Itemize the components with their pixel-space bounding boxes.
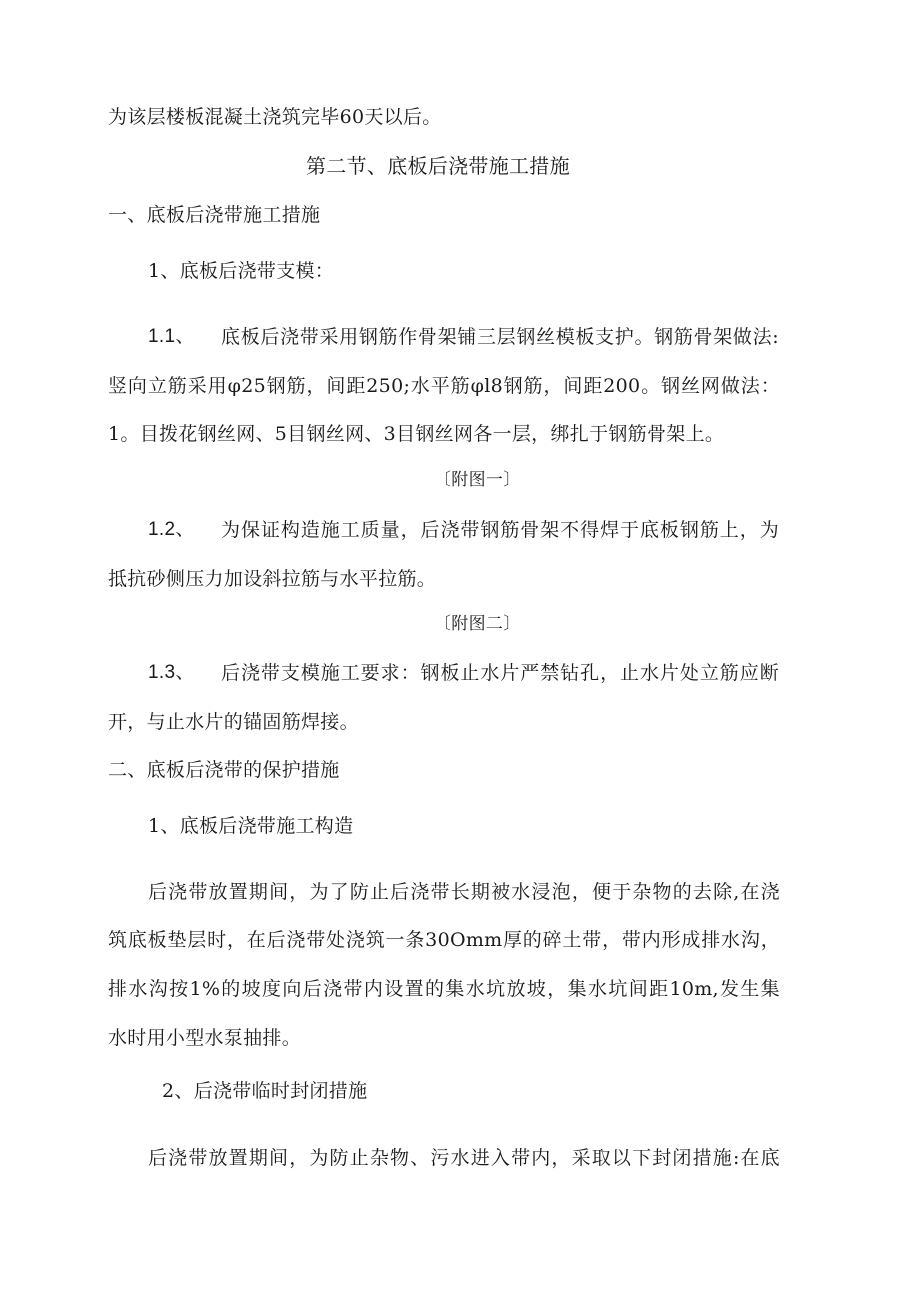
paragraph-line: 底板后浇带采用钢筋作骨架铺三层钢丝模板支护。钢筋骨架做法:	[221, 326, 779, 348]
paragraph-line: 排水沟按1%的坡度向后浇带内设置的集水坑放坡，集水坑间距10m,发生集	[108, 978, 780, 1000]
figure-reference: 〔附图一〕	[434, 470, 521, 490]
paragraph-line: 为保证构造施工质量，后浇带钢筋骨架不得焊于底板钢筋上，为	[221, 519, 779, 541]
paragraph-line: 后浇带支模施工要求：钢板止水片严禁钻孔，止水片处立筋应断	[221, 662, 779, 684]
clause-number: 1.2、	[148, 519, 195, 540]
figure-reference: 〔附图二〕	[434, 614, 521, 634]
clause-number: 1.1、	[148, 326, 195, 347]
section-heading: 第二节、底板后浇带施工措施	[306, 154, 570, 178]
subsection-heading: 二、底板后浇带的保护措施	[108, 759, 340, 781]
paragraph-line: 1。目拨花钢丝网、5目钢丝网、3目钢丝网各一层，绑扎于钢筋骨架上。	[108, 423, 725, 445]
clause-number: 1.3、	[148, 662, 195, 683]
paragraph-line: 筑底板垫层时，在后浇带处浇筑一条30Omm厚的碎土带，带内形成排水沟，	[108, 929, 780, 951]
item-heading: 1、底板后浇带施工构造	[148, 815, 354, 837]
item-heading: 2、后浇带临时封闭措施	[162, 1080, 368, 1102]
item-heading: 1、底板后浇带支模：	[148, 260, 335, 282]
paragraph-line: 竖向立筋采用φ25钢筋，间距250;水平筋φl8钢筋，间距200。钢丝网做法：	[108, 375, 780, 397]
paragraph-line: 后浇带放置期间，为防止杂物、污水进入带内，采取以下封闭措施:在底	[148, 1147, 780, 1169]
subsection-heading: 一、底板后浇带施工措施	[108, 204, 321, 226]
paragraph-line: 开，与止水片的锚固筋焊接。	[108, 711, 359, 733]
paragraph-line: 后浇带放置期间，为了防止后浇带长期被水浸泡，便于杂物的去除,在浇	[148, 881, 780, 903]
paragraph-line: 抵抗砂侧压力加设斜拉筋与水平拉筋。	[108, 568, 437, 590]
paragraph-line: 水时用小型水泵抽排。	[108, 1027, 302, 1049]
paragraph-line: 为该层楼板混凝土浇筑完毕60天以后。	[108, 106, 442, 128]
